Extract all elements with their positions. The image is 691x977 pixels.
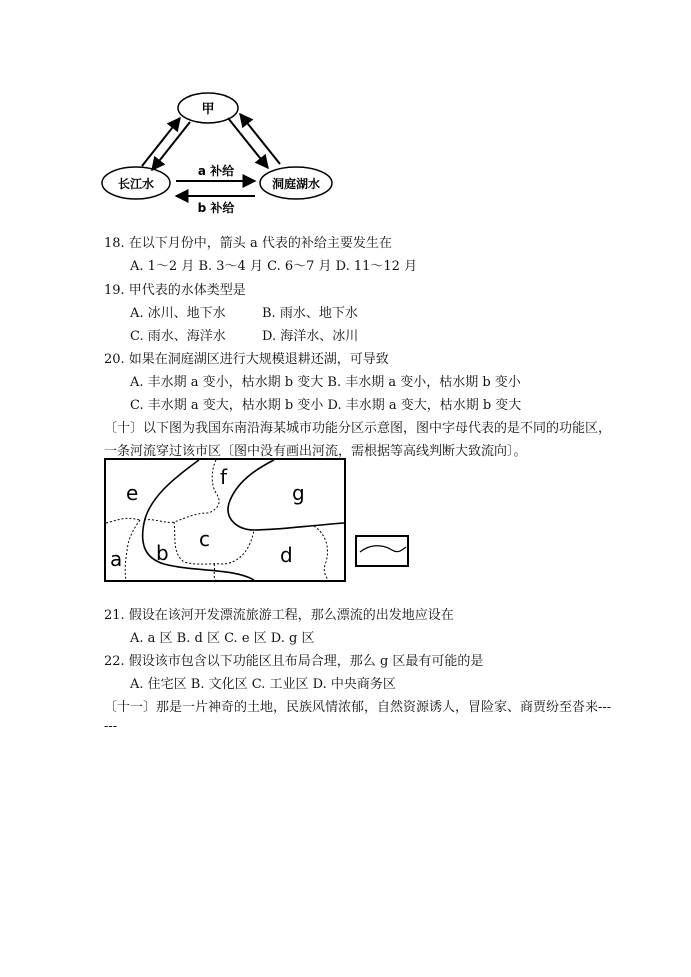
q20-options-line1: A. 丰水期 a 变小，枯水期 b 变大 B. 丰水期 a 变小，枯水期 b 变小 — [130, 375, 521, 390]
q21-stem: 21. 假设在该河开发漂流旅游工程，那么漂流的出发地应设在 — [104, 608, 454, 623]
q22-stem: 22. 假设该市包含以下功能区且布局合理，那么 g 区最有可能的是 — [104, 654, 484, 669]
q19-option-b: B. 雨水、地下水 — [262, 306, 358, 321]
water-supply-diagram — [100, 88, 340, 218]
q19-option-d: D. 海洋水、冰川 — [262, 329, 359, 344]
zone-label-d: d — [280, 543, 293, 567]
q18-stem: 18. 在以下月份中，箭头 a 代表的补给主要发生在 — [104, 236, 392, 251]
section10-line2: 一条河流穿过该市区〔图中没有画出河流，需根据等高线判断大致流向〕。 — [104, 444, 527, 459]
arrow-a-label: a 补给 — [197, 164, 235, 178]
section11-line1: 〔十一〕那是一片神奇的土地，民族风情浓郁，自然资源诱人，冒险家、商贾纷至沓来--- — [104, 700, 612, 715]
zone-label-b: b — [156, 541, 169, 565]
node-dongting-label: 洞庭湖水 — [271, 177, 321, 191]
q18-options: A. 1～2 月 B. 3～4 月 C. 6～7 月 D. 11～12 月 — [130, 259, 418, 274]
section11-line2: --- — [104, 719, 118, 734]
city-zones-map — [104, 458, 424, 586]
q20-options-line2: C. 丰水期 a 变大，枯水期 b 变小 D. 丰水期 a 变大，枯水期 b 变大 — [130, 398, 522, 413]
q20-stem: 20. 如果在洞庭湖区进行大规模退耕还湖，可导致 — [104, 352, 389, 367]
zone-label-g: g — [292, 481, 305, 505]
node-jia-label: 甲 — [201, 102, 215, 117]
zone-label-e: e — [126, 481, 139, 505]
node-changjiang-label: 长江水 — [117, 177, 155, 191]
zone-label-f: f — [220, 465, 228, 489]
arrow-b-label: b 补给 — [197, 201, 235, 215]
section10-line1: 〔十〕以下图为我国东南沿海某城市功能分区示意图，图中字母代表的是不同的功能区， — [104, 421, 612, 436]
zone-label-c: c — [199, 527, 210, 551]
q19-option-a: A. 冰川、地下水 — [130, 306, 226, 321]
q19-option-c: C. 雨水、海洋水 — [130, 329, 226, 344]
q22-options: A. 住宅区 B. 文化区 C. 工业区 D. 中央商务区 — [130, 677, 396, 692]
q19-stem: 19. 甲代表的水体类型是 — [104, 283, 246, 298]
q21-options: A. a 区 B. d 区 C. e 区 D. g 区 — [130, 631, 315, 646]
zone-label-a: a — [110, 547, 123, 571]
